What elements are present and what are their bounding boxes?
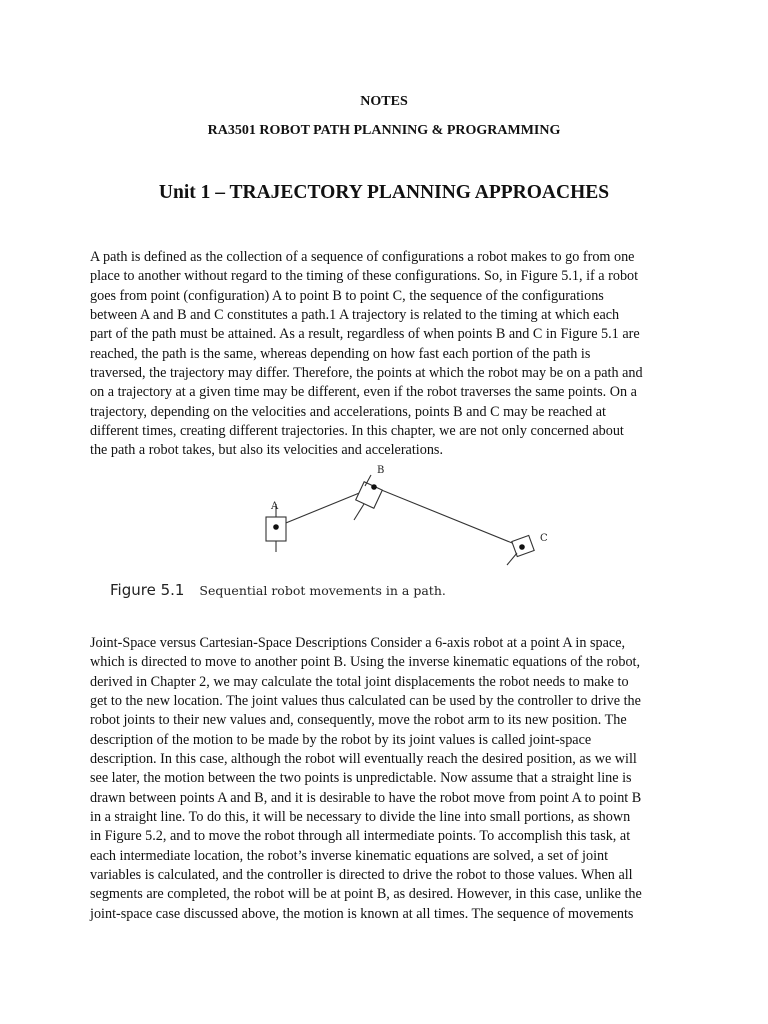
text-line: description. In this case, although the robot will eventually reach the desired position, as we will bbox=[90, 750, 637, 767]
gripper-b-stem bbox=[354, 504, 364, 520]
text-line: joint-space case discussed above, the motion is known at all times. The sequence of movements bbox=[90, 905, 634, 922]
text-line: each intermediate location, the robot’s inverse kinematic equations are solved, a set of joint bbox=[90, 847, 609, 864]
point-b-marker bbox=[371, 484, 377, 490]
paragraph-joint-vs-cartesian bbox=[90, 634, 680, 924]
point-a-label: A bbox=[271, 501, 279, 512]
point-c-label: C bbox=[540, 533, 548, 544]
text-line: drawn between points A and B, and it is desirable to have the robot move from point A to point B bbox=[90, 789, 642, 806]
gripper-b-icon bbox=[356, 482, 383, 509]
text-line: A path is defined as the collection of a sequence of configurations a robot makes to go from one bbox=[90, 249, 635, 265]
text-line: Joint-Space versus Cartesian-Space Descriptions Consider a 6-axis robot at a point A in space, bbox=[90, 635, 626, 651]
text-line: description of the motion to be made by the robot by its joint values is called joint-space bbox=[90, 731, 592, 748]
point-c-marker bbox=[519, 544, 525, 550]
text-line: derived in Chapter 2, we may calculate the total joint displacements the robot needs to make to bbox=[90, 673, 629, 690]
text-line: in a straight line. To do this, it will be necessary to divide the line into small portions, as shown bbox=[90, 808, 631, 825]
figure-robot-path bbox=[100, 460, 580, 610]
text-line: part of the path must be attained. As a result, regardless of when points B and C in Figure 5.1 are bbox=[90, 326, 640, 343]
gripper-c-stem bbox=[507, 553, 517, 565]
unit-title: Unit 1 – TRAJECTORY PLANNING APPROACHES bbox=[158, 182, 610, 203]
text-line: traversed, the trajectory may differ. Therefore, the points at which the robot may be on a path and bbox=[90, 364, 643, 381]
text-line: in Figure 5.2, and to move the robot through all intermediate points. To accomplish this task, at bbox=[90, 828, 631, 845]
text-line: goes from point (configuration) A to point B to point C, the sequence of the configurations bbox=[90, 287, 604, 304]
figure-caption-text: Sequential robot movements in a path. bbox=[199, 583, 446, 598]
point-b-label: B bbox=[377, 465, 385, 476]
text-line: between A and B and C constitutes a path.1 A trajectory is related to the timing at which each bbox=[90, 306, 620, 323]
text-line: place to another without regard to the timing of these configurations. So, in Figure 5.1, if a robot bbox=[90, 268, 639, 285]
text-line: different times, creating different trajectories. In this chapter, we are not only concerned about bbox=[90, 422, 624, 439]
figure-number: Figure 5.1 bbox=[110, 581, 185, 599]
text-line: segments are completed, the robot will be at point B, as desired. However, in this case, unlike the bbox=[90, 886, 642, 903]
course-title: RA3501 ROBOT PATH PLANNING & PROGRAMMING bbox=[207, 123, 561, 138]
text-line: variables is calculated, and the controller is directed to drive the robot to those values. When all bbox=[90, 866, 633, 883]
figure-caption bbox=[110, 581, 446, 600]
notes-heading: NOTES bbox=[360, 94, 408, 109]
text-line: reached, the path is the same, whereas depending on how fast each portion of the path is bbox=[90, 345, 591, 362]
path-segment-bc bbox=[374, 487, 522, 547]
text-line: on a trajectory at a given time may be different, even if the robot traverses the same points. On a bbox=[90, 384, 637, 401]
text-line: see later, the motion between the two points is unpredictable. Now assume that a straight line is bbox=[90, 770, 632, 787]
paragraph-path-definition bbox=[90, 248, 680, 461]
text-line: which is directed to move to another point B. Using the inverse kinematic equations of the robot, bbox=[90, 654, 641, 671]
text-line: robot joints to their new values and, consequently, move the robot arm to its new position. The bbox=[90, 712, 627, 729]
text-line: get to the new location. The joint values thus calculated can be used by the controller to drive the bbox=[90, 692, 641, 709]
text-line: the path a robot takes, but also its velocities and accelerations. bbox=[90, 442, 443, 459]
text-line: trajectory, depending on the velocities and accelerations, points B and C may be reached at bbox=[90, 403, 606, 420]
point-a-marker bbox=[273, 524, 279, 530]
